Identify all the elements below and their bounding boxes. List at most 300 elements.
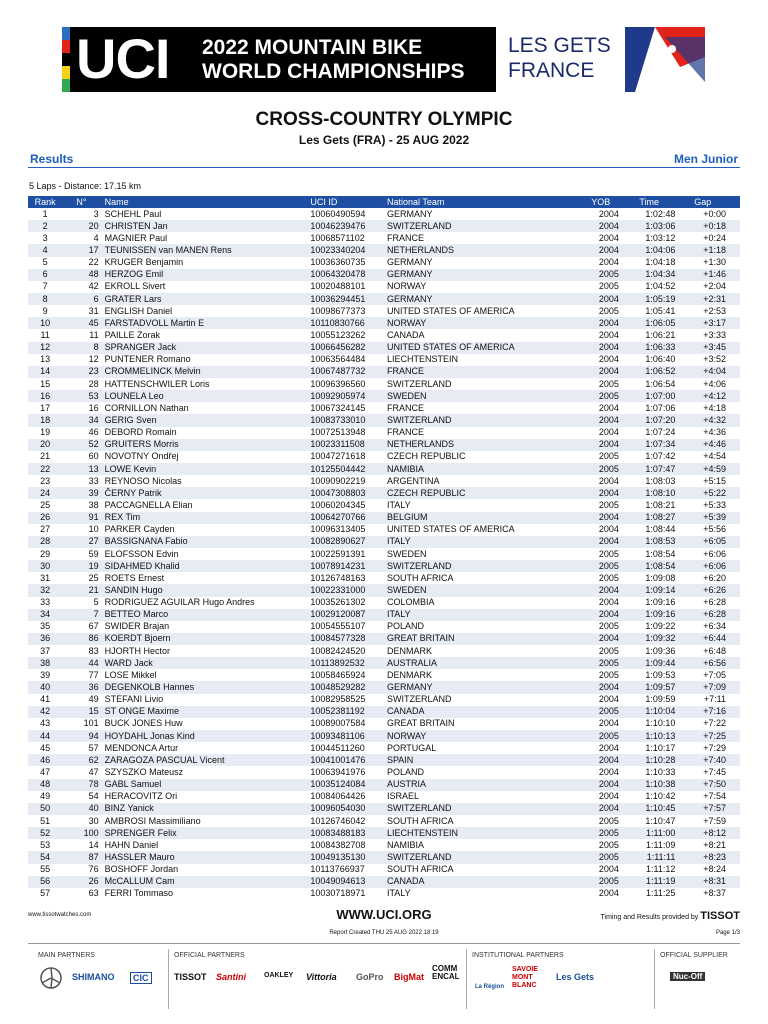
cell-team: DENMARK	[386, 669, 432, 680]
cell-team: FRANCE	[386, 402, 424, 413]
cell-bib: 14	[88, 839, 99, 850]
cell-rank: 1	[42, 208, 48, 219]
cell-time: 1:09:57	[645, 682, 676, 693]
col-name: Name	[104, 197, 129, 207]
cell-yob: 2004	[598, 414, 619, 425]
cell-team: UNITED STATES OF AMERICA	[386, 305, 515, 316]
table-row	[28, 742, 740, 754]
vittoria-logo: Vittoria	[306, 972, 337, 982]
cell-gap: +3:33	[703, 329, 726, 340]
cell-bib: 53	[88, 390, 99, 401]
results-label: Results	[30, 152, 74, 166]
table-row	[28, 766, 740, 778]
cell-team: LIECHTENSTEIN	[386, 354, 458, 365]
cell-time: 1:11:11	[646, 852, 676, 863]
cell-name: RODRIGUEZ AGUILAR Hugo Andres	[104, 597, 255, 608]
cell-rank: 10	[40, 317, 51, 328]
cell-yob: 2005	[598, 657, 619, 668]
cell-bib: 17	[88, 244, 99, 255]
cell-uci-id: 10035124084	[310, 779, 366, 790]
cell-yob: 2004	[598, 427, 619, 438]
cell-bib: 87	[88, 852, 99, 863]
cell-rank: 20	[40, 439, 51, 450]
event-title	[202, 36, 487, 84]
cell-bib: 34	[88, 414, 99, 425]
cell-uci-id: 10020488101	[310, 281, 366, 292]
cell-name: PUNTENER Romano	[104, 354, 191, 365]
table-row	[28, 681, 740, 693]
col-yob: YOB	[591, 197, 611, 207]
cell-bib: 3	[93, 208, 99, 219]
stripe-yellow	[62, 66, 70, 79]
cell-yob: 2004	[598, 232, 619, 243]
official-partners-label: OFFICIAL PARTNERS	[174, 952, 245, 959]
partner-divider	[168, 949, 169, 1009]
table-row	[28, 815, 740, 827]
cell-yob: 2004	[598, 584, 619, 595]
commencal-logo: COMMENCAL	[432, 964, 460, 981]
cell-uci-id: 10125504442	[310, 463, 366, 474]
cell-uci-id: 10041001476	[310, 754, 366, 765]
cell-rank: 7	[42, 281, 48, 292]
partner-divider	[466, 949, 467, 1009]
cell-name: DEBORD Romain	[104, 427, 177, 438]
cell-name: SPRENGER Felix	[104, 827, 177, 838]
cell-uci-id: 10126748163	[310, 572, 366, 583]
col-bib: N°	[76, 197, 87, 207]
cell-gap: +7:40	[703, 754, 726, 765]
cell-time: 1:10:45	[645, 803, 676, 814]
cell-name: STEFANI Livio	[104, 694, 164, 705]
page-subtitle: Les Gets (FRA) - 25 AUG 2022	[298, 133, 470, 147]
cell-rank: 35	[40, 621, 51, 632]
table-row	[28, 293, 740, 305]
cell-time: 1:06:05	[645, 317, 676, 328]
cell-time: 1:10:38	[645, 779, 676, 790]
cell-time: 1:07:34	[645, 439, 676, 450]
cell-gap: +2:04	[703, 281, 726, 292]
cell-yob: 2004	[598, 597, 619, 608]
cell-bib: 31	[88, 305, 99, 316]
cell-name: HERZOG Emil	[104, 269, 164, 280]
cell-yob: 2004	[598, 767, 619, 778]
cell-gap: +5:15	[703, 475, 726, 486]
cell-time: 1:07:24	[645, 427, 676, 438]
cell-yob: 2004	[598, 512, 619, 523]
cell-gap: +0:00	[703, 208, 726, 219]
cell-gap: +1:30	[703, 257, 726, 268]
table-row	[28, 451, 740, 463]
cell-gap: +4:36	[703, 427, 726, 438]
cell-uci-id: 10113766937	[310, 864, 365, 875]
cell-uci-id: 10023340204	[310, 244, 366, 255]
col-time: Time	[639, 197, 659, 207]
cell-uci-id: 10078914231	[310, 560, 366, 571]
cell-gap: +7:29	[703, 742, 726, 753]
cell-name: AMBROSI Massimiliano	[104, 815, 201, 826]
cell-gap: +6:06	[703, 560, 726, 571]
official-supplier-label: OFFICIAL SUPPLIER	[660, 952, 728, 959]
race-info: 5 Laps - Distance: 17.15 km	[29, 181, 142, 191]
partner-divider	[654, 949, 655, 1009]
category-label: Men Junior	[673, 152, 738, 166]
cell-time: 1:09:16	[645, 609, 676, 620]
cell-time: 1:09:22	[645, 621, 676, 632]
cell-yob: 2004	[598, 779, 619, 790]
cell-name: BOSHOFF Jordan	[104, 864, 179, 875]
cell-uci-id: 10022331000	[310, 584, 366, 595]
cell-time: 1:09:44	[645, 657, 676, 668]
cell-name: HOYDAHL Jonas Kind	[104, 730, 195, 741]
cell-name: SANDIN Hugo	[104, 584, 163, 595]
cell-bib: 94	[88, 730, 99, 741]
cell-uci-id: 10048529282	[310, 682, 366, 693]
table-row	[28, 609, 740, 621]
cell-name: LOSE Mikkel	[104, 669, 157, 680]
cell-gap: +5:33	[703, 499, 726, 510]
cell-team: SOUTH AFRICA	[386, 864, 454, 875]
cell-name: WARD Jack	[104, 657, 153, 668]
table-row	[28, 597, 740, 609]
cell-yob: 2004	[598, 439, 619, 450]
cell-rank: 27	[40, 524, 51, 535]
cell-rank: 31	[40, 572, 51, 583]
cell-time: 1:11:09	[646, 839, 676, 850]
cell-team: CANADA	[386, 329, 425, 340]
table-row	[28, 621, 740, 633]
cell-gap: +7:22	[703, 718, 726, 729]
cell-bib: 86	[88, 633, 99, 644]
cell-team: NORWAY	[386, 317, 427, 328]
cell-name: SCHEHL Paul	[104, 208, 162, 219]
table-row	[28, 839, 740, 851]
cell-uci-id: 10047271618	[310, 451, 366, 462]
table-header	[28, 196, 740, 208]
cell-team: CZECH REPUBLIC	[386, 451, 466, 462]
cell-uci-id: 10047308803	[310, 487, 366, 498]
table-row	[28, 427, 740, 439]
cell-team: NETHERLANDS	[386, 244, 454, 255]
cell-name: TEUNISSEN van MANEN Rens	[104, 244, 232, 255]
cell-bib: 23	[88, 366, 99, 377]
cell-yob: 2005	[598, 706, 619, 717]
cell-rank: 4	[42, 244, 48, 255]
cell-name: SZYSZKO Mateusz	[104, 767, 184, 778]
cell-team: SWITZERLAND	[386, 560, 452, 571]
cell-gap: +7:11	[703, 694, 726, 705]
cell-team: SOUTH AFRICA	[386, 815, 454, 826]
cell-team: GERMANY	[386, 293, 433, 304]
cell-uci-id: 10023311508	[310, 439, 365, 450]
cell-yob: 2004	[598, 317, 619, 328]
cell-gap: +7:05	[703, 669, 726, 680]
uci-logo: UCI	[76, 27, 170, 90]
cell-uci-id: 10084577328	[310, 633, 366, 644]
cell-yob: 2004	[598, 803, 619, 814]
cell-rank: 54	[40, 852, 51, 863]
cell-team: CANADA	[386, 876, 425, 887]
cell-yob: 2005	[598, 269, 619, 280]
cell-time: 1:08:44	[645, 524, 676, 535]
table-row	[28, 548, 740, 560]
cell-bib: 67	[88, 621, 99, 632]
cell-bib: 25	[88, 572, 99, 583]
cell-bib: 47	[88, 767, 99, 778]
table-row	[28, 414, 740, 426]
table-row	[28, 499, 740, 511]
cell-team: ITALY	[386, 499, 411, 510]
cell-bib: 101	[83, 718, 99, 729]
cell-team: UNITED STATES OF AMERICA	[386, 342, 515, 353]
cell-bib: 57	[88, 742, 99, 753]
cell-uci-id: 10036360735	[310, 257, 366, 268]
cell-bib: 48	[88, 269, 99, 280]
cell-gap: +1:46	[703, 269, 726, 280]
cell-team: GREAT BRITAIN	[386, 633, 455, 644]
cell-rank: 53	[40, 839, 51, 850]
cell-uci-id: 10084064426	[310, 791, 366, 802]
cell-time: 1:03:12	[645, 232, 676, 243]
timing-credit	[601, 910, 740, 922]
cell-gap: +8:21	[703, 839, 726, 850]
cell-bib: 28	[88, 378, 99, 389]
cell-rank: 46	[40, 754, 51, 765]
cell-uci-id: 10068571102	[310, 232, 365, 243]
cell-team: NORWAY	[386, 730, 427, 741]
cell-uci-id: 10044511260	[310, 742, 365, 753]
stripe-blue	[62, 27, 70, 40]
cell-yob: 2005	[598, 645, 619, 656]
cell-rank: 41	[40, 694, 51, 705]
uci-url[interactable]: WWW.UCI.ORG	[336, 907, 432, 922]
cell-rank: 57	[40, 888, 51, 899]
stripe-green	[62, 79, 70, 92]
cell-team: ITALY	[386, 609, 411, 620]
cell-bib: 40	[88, 803, 99, 814]
cell-yob: 2004	[598, 329, 619, 340]
table-row	[28, 402, 740, 414]
cell-name: REYNOSO Nicolas	[104, 475, 182, 486]
cell-yob: 2004	[598, 633, 619, 644]
cell-bib: 7	[93, 609, 99, 620]
cell-team: AUSTRIA	[386, 779, 426, 790]
cell-time: 1:07:42	[645, 451, 676, 462]
table-row	[28, 354, 740, 366]
cell-time: 1:04:06	[645, 244, 676, 255]
gopro-logo: GoPro	[356, 972, 384, 982]
cell-yob: 2005	[598, 669, 619, 680]
cell-name: ČERNY Patrik	[104, 487, 162, 498]
cell-yob: 2004	[598, 864, 619, 875]
cell-name: CORNILLON Nathan	[104, 402, 189, 413]
cell-gap: +7:25	[703, 730, 726, 741]
cell-rank: 48	[40, 779, 51, 790]
cell-uci-id: 10113892532	[310, 657, 365, 668]
table-row	[28, 851, 740, 863]
cell-yob: 2005	[598, 560, 619, 571]
location-block	[496, 27, 705, 92]
mercedes-logo-icon	[40, 967, 62, 989]
cell-team: SWITZERLAND	[386, 414, 452, 425]
cell-bib: 36	[88, 682, 99, 693]
cell-gap: +4:32	[703, 414, 726, 425]
cell-yob: 2004	[598, 402, 619, 413]
cell-uci-id: 10066456282	[310, 342, 366, 353]
cell-uci-id: 10054555107	[310, 621, 366, 632]
cell-time: 1:10:17	[645, 742, 676, 753]
table-row	[28, 487, 740, 499]
cell-uci-id: 10049094613	[310, 876, 366, 887]
cell-time: 1:02:48	[645, 208, 676, 219]
cell-team: GERMANY	[386, 682, 433, 693]
cell-team: CANADA	[386, 706, 425, 717]
cell-rank: 28	[40, 536, 51, 547]
cell-yob: 2005	[598, 305, 619, 316]
cell-team: GERMANY	[386, 257, 433, 268]
cell-gap: +0:18	[703, 220, 726, 231]
table-row	[28, 572, 740, 584]
cell-gap: +4:06	[703, 378, 726, 389]
cell-bib: 63	[88, 888, 99, 899]
cell-name: NOVOTNY Ondřej	[104, 451, 179, 462]
cell-rank: 45	[40, 742, 51, 753]
cell-team: POLAND	[386, 621, 424, 632]
cell-gap: +8:24	[703, 864, 726, 875]
cell-team: SWEDEN	[386, 390, 427, 401]
cell-time: 1:09:36	[645, 645, 676, 656]
cell-name: FARSTADVOLL Martin E	[104, 317, 205, 328]
cell-rank: 36	[40, 633, 51, 644]
cell-gap: +2:31	[703, 293, 726, 304]
tissot-logo: TISSOT	[700, 910, 740, 922]
cell-team: NORWAY	[386, 281, 427, 292]
cell-name: GABL Samuel	[104, 779, 162, 790]
cell-yob: 2004	[598, 694, 619, 705]
cell-rank: 30	[40, 560, 51, 571]
cell-team: GERMANY	[386, 269, 433, 280]
cell-uci-id: 10064320478	[310, 269, 366, 280]
cell-yob: 2004	[598, 257, 619, 268]
cell-gap: +4:04	[703, 366, 726, 377]
cell-bib: 8	[93, 342, 99, 353]
cell-rank: 51	[40, 815, 51, 826]
cell-yob: 2004	[598, 718, 619, 729]
cell-time: 1:06:54	[645, 378, 676, 389]
cell-rank: 24	[40, 487, 51, 498]
table-row	[28, 669, 740, 681]
cell-name: ZARAGOZA PASCUAL Vicent	[104, 754, 225, 765]
cell-name: HJORTH Hector	[104, 645, 170, 656]
table-row	[28, 329, 740, 341]
cell-rank: 15	[40, 378, 51, 389]
les-gets-logo: Les Gets	[556, 972, 595, 982]
cell-uci-id: 10082958525	[310, 694, 366, 705]
cell-rank: 16	[40, 390, 51, 401]
cell-uci-id: 10093481106	[310, 730, 365, 741]
col-gap: Gap	[694, 197, 712, 207]
cell-yob: 2005	[598, 572, 619, 583]
cell-uci-id: 10063941976	[310, 767, 366, 778]
cell-bib: 11	[89, 329, 99, 340]
cell-uci-id: 10052381192	[310, 706, 365, 717]
cell-time: 1:10:47	[645, 815, 676, 826]
cell-rank: 3	[42, 232, 48, 243]
cell-gap: +6:05	[703, 536, 726, 547]
cell-time: 1:10:04	[645, 706, 676, 717]
cell-time: 1:06:21	[645, 329, 676, 340]
cell-yob: 2004	[598, 888, 619, 899]
cell-bib: 26	[88, 876, 99, 887]
cell-yob: 2005	[598, 548, 619, 559]
table-row	[28, 269, 740, 281]
cell-gap: +4:18	[703, 402, 726, 413]
cell-bib: 15	[88, 706, 99, 717]
cell-time: 1:04:52	[645, 281, 676, 292]
cell-yob: 2005	[598, 451, 619, 462]
cell-team: FRANCE	[386, 366, 424, 377]
tissot-partner-logo: TISSOT	[174, 972, 207, 982]
cell-time: 1:07:06	[645, 402, 676, 413]
cell-rank: 49	[40, 791, 51, 802]
cell-team: SWEDEN	[386, 584, 427, 595]
table-row	[28, 390, 740, 402]
cyclist-flag-icon	[625, 27, 705, 92]
cell-gap: +7:59	[703, 815, 726, 826]
cell-rank: 14	[40, 366, 51, 377]
cell-gap: +6:28	[703, 609, 726, 620]
cell-bib: 6	[93, 293, 99, 304]
cell-name: MENDONCA Artur	[104, 742, 179, 753]
table-row	[28, 257, 740, 269]
cell-time: 1:04:18	[645, 257, 676, 268]
cell-yob: 2005	[598, 852, 619, 863]
cell-time: 1:10:33	[645, 767, 676, 778]
cell-name: HAHN Daniel	[104, 839, 159, 850]
results-table	[28, 196, 740, 900]
table-row	[28, 463, 740, 475]
cell-yob: 2004	[598, 342, 619, 353]
cell-time: 1:10:13	[645, 730, 676, 741]
cell-bib: 39	[88, 487, 99, 498]
tissot-url[interactable]: www.tissotwatches.com	[28, 912, 92, 918]
la-region-logo: La Région	[475, 984, 505, 990]
cell-yob: 2004	[598, 754, 619, 765]
cell-team: NETHERLANDS	[386, 439, 454, 450]
cell-name: KRUGER Benjamin	[104, 257, 184, 268]
page-title: CROSS-COUNTRY OLYMPIC	[255, 109, 513, 130]
cell-name: LOWE Kevin	[104, 463, 157, 474]
cell-rank: 2	[42, 220, 48, 231]
cell-bib: 76	[88, 864, 99, 875]
cell-gap: +6:56	[703, 657, 726, 668]
cell-team: NAMIBIA	[386, 839, 424, 850]
cell-rank: 44	[40, 730, 51, 741]
cell-name: LOUNELA Leo	[104, 390, 164, 401]
cell-yob: 2005	[598, 390, 619, 401]
cell-time: 1:05:41	[645, 305, 676, 316]
cell-uci-id: 10072513948	[310, 427, 366, 438]
cell-time: 1:08:54	[645, 548, 676, 559]
cell-rank: 19	[40, 427, 51, 438]
cell-gap: +4:59	[703, 463, 726, 474]
cell-time: 1:08:27	[645, 512, 676, 523]
cell-uci-id: 10082424520	[310, 645, 366, 656]
cell-gap: +7:09	[703, 682, 726, 693]
cell-name: CROMMELINCK Melvin	[104, 366, 201, 377]
cell-rank: 47	[40, 767, 51, 778]
cell-rank: 56	[40, 876, 51, 887]
cell-uci-id: 10060204345	[310, 499, 366, 510]
